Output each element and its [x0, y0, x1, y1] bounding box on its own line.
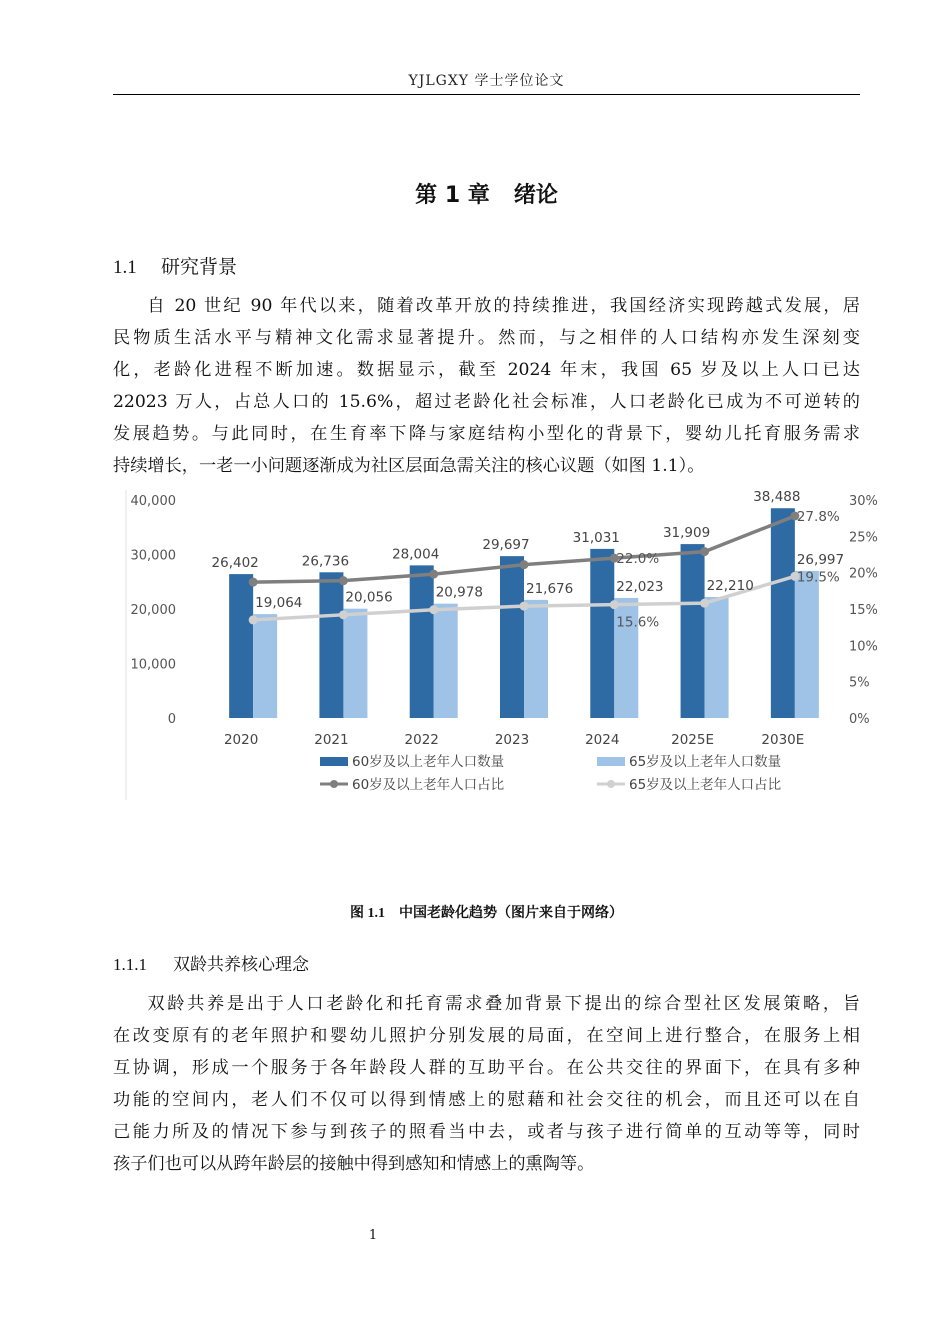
bar-data-label: 20,978	[435, 584, 483, 601]
figure-number: 图 1.1	[350, 906, 385, 921]
chapter-title: 绪论	[513, 183, 558, 208]
bar-data-label: 22,210	[706, 577, 754, 594]
section-heading	[113, 252, 237, 279]
bar	[795, 571, 819, 718]
running-header: YJLGXY 学士学位论文	[408, 73, 565, 89]
figure-caption	[113, 902, 860, 922]
y-right-tick-label: 20%	[849, 566, 878, 582]
y-right-tick-label: 5%	[849, 675, 870, 691]
paragraph-line: 持续增长，一老一小问题逐渐成为社区层面急需关注的核心议题（如图 1.1）。	[113, 456, 705, 476]
bar-data-label: 31,031	[572, 529, 620, 546]
line-data-label: 22.0%	[616, 551, 660, 568]
bar-data-label: 21,676	[526, 580, 574, 597]
y-right-tick-label: 15%	[849, 603, 878, 618]
subsection-heading	[113, 950, 309, 975]
paragraph-line: 民物质生活水平与精神文化需求显著提升。然而，与之相伴的人口结构亦发生深刻变	[113, 328, 860, 348]
line-point	[429, 605, 438, 614]
legend-label: 65岁及以上老年人口占比	[629, 777, 782, 793]
y-right-tick-label: 10%	[849, 639, 878, 655]
figure-caption-text: 中国老龄化趋势（图片来自于网络）	[399, 905, 623, 921]
bar-data-label: 26,736	[301, 553, 350, 570]
paragraph-line: 功能的空间内，老人们不仅可以得到情感上的慰藉和社会交往的机会，而且还可以在自	[113, 1090, 860, 1110]
bar	[343, 609, 367, 718]
chapter-number: 第 1 章	[415, 183, 490, 208]
bar-data-label: 26,997	[796, 551, 845, 568]
paragraph-line: 在改变原有的老年照护和婴幼儿照护分别发展的局面，在空间上进行整合，在服务上相	[113, 1026, 860, 1046]
x-tick-label: 2021	[314, 732, 349, 748]
bar	[319, 572, 343, 718]
paragraph-line: 双龄共养是出于人口老龄化和托育需求叠加背景下提出的综合型社区发展策略，旨	[147, 994, 860, 1014]
x-tick-label: 2023	[494, 732, 530, 748]
line-point	[520, 602, 529, 611]
line-point	[339, 610, 348, 619]
aging-trend-figure	[120, 484, 878, 804]
y-left-tick-label: 0	[167, 712, 176, 727]
line-point	[700, 599, 709, 608]
body-paragraph-2	[113, 988, 860, 1180]
y-right-tick-label: 25%	[849, 530, 878, 546]
bar	[410, 565, 434, 718]
legend-marker	[607, 780, 615, 788]
y-left-tick-label: 20,000	[130, 603, 176, 618]
subsection-title: 双龄共养核心理念	[173, 955, 309, 975]
x-tick-label: 2022	[404, 732, 439, 748]
line-point	[429, 570, 438, 579]
bar	[229, 574, 253, 718]
legend-swatch	[320, 757, 348, 766]
legend-marker	[330, 780, 338, 788]
paragraph-line: 互协调，形成一个服务于各年龄段人群的互助平台。在公共交往的界面下，在具有多种	[113, 1058, 860, 1078]
legend-label: 65岁及以上老年人口数量	[629, 754, 782, 770]
section-title: 研究背景	[161, 256, 238, 278]
paragraph-line: 己能力所及的情况下参与到孩子的照看当中去，或者与孩子进行简单的互动等等，同时	[113, 1122, 860, 1142]
bar-data-label: 26,402	[211, 555, 259, 572]
line-point	[249, 615, 258, 624]
aging-trend-chart	[120, 484, 878, 804]
y-left-tick-label: 10,000	[130, 657, 176, 673]
bar	[705, 597, 729, 718]
y-left-tick-label: 30,000	[130, 548, 176, 564]
line-data-label: 19.5%	[796, 569, 840, 586]
section-number: 1.1	[113, 257, 137, 278]
line-point	[610, 600, 619, 609]
line-data-label: 27.8%	[796, 508, 840, 525]
line-point	[339, 576, 348, 585]
paragraph-line: 发展趋势。与此同时，在生育率下降与家庭结构小型化的背景下，婴幼儿托育服务需求	[113, 424, 860, 444]
bar-data-label: 20,056	[345, 589, 393, 606]
chapter-heading	[113, 178, 860, 209]
page-number: 1	[368, 1228, 378, 1243]
line-data-label: 15.6%	[616, 614, 660, 631]
bar-data-label: 22,023	[616, 578, 664, 595]
paragraph-line: 孩子们也可以从跨年龄层的接触中得到感知和情感上的熏陶等。	[113, 1154, 595, 1174]
x-tick-label: 2030E	[761, 732, 805, 748]
x-tick-label: 2024	[585, 732, 620, 748]
line-point	[249, 578, 258, 587]
y-right-tick-label: 0%	[849, 712, 870, 727]
x-tick-label: 2025E	[671, 732, 715, 748]
bar-data-label: 29,697	[482, 537, 530, 554]
x-tick-label: 2020	[223, 732, 259, 748]
bar	[434, 604, 458, 718]
legend-swatch	[597, 757, 625, 766]
line-point	[700, 547, 709, 556]
y-right-tick-label: 30%	[849, 494, 878, 509]
bar	[771, 508, 795, 718]
paragraph-line: 自 20 世纪 90 年代以来，随着改革开放的持续推进，我国经济实现跨越式发展，居	[147, 296, 860, 316]
body-paragraph-1	[113, 290, 860, 482]
legend-label: 60岁及以上老年人口占比	[352, 777, 505, 793]
paragraph-line: 化，老龄化进程不断加速。数据显示，截至 2024 年末，我国 65 岁及以上人口已达	[113, 360, 860, 380]
paragraph-line: 22023 万人，占总人口的 15.6%，超过老龄化社会标准，人口老龄化已成为不可逆转的	[113, 392, 860, 412]
bar	[590, 549, 614, 718]
bar	[681, 544, 705, 718]
header-divider	[113, 94, 860, 95]
subsection-number: 1.1.1	[113, 955, 147, 974]
bar	[500, 556, 524, 718]
bar-data-label: 28,004	[392, 546, 440, 563]
bar-data-label: 38,488	[753, 489, 801, 506]
bar-data-label: 19,064	[255, 595, 303, 612]
line-point	[520, 560, 529, 569]
legend-label: 60岁及以上老年人口数量	[352, 754, 505, 770]
y-left-tick-label: 40,000	[130, 494, 176, 509]
bar	[253, 614, 277, 718]
bar-data-label: 31,909	[662, 525, 711, 542]
bar	[524, 600, 548, 718]
